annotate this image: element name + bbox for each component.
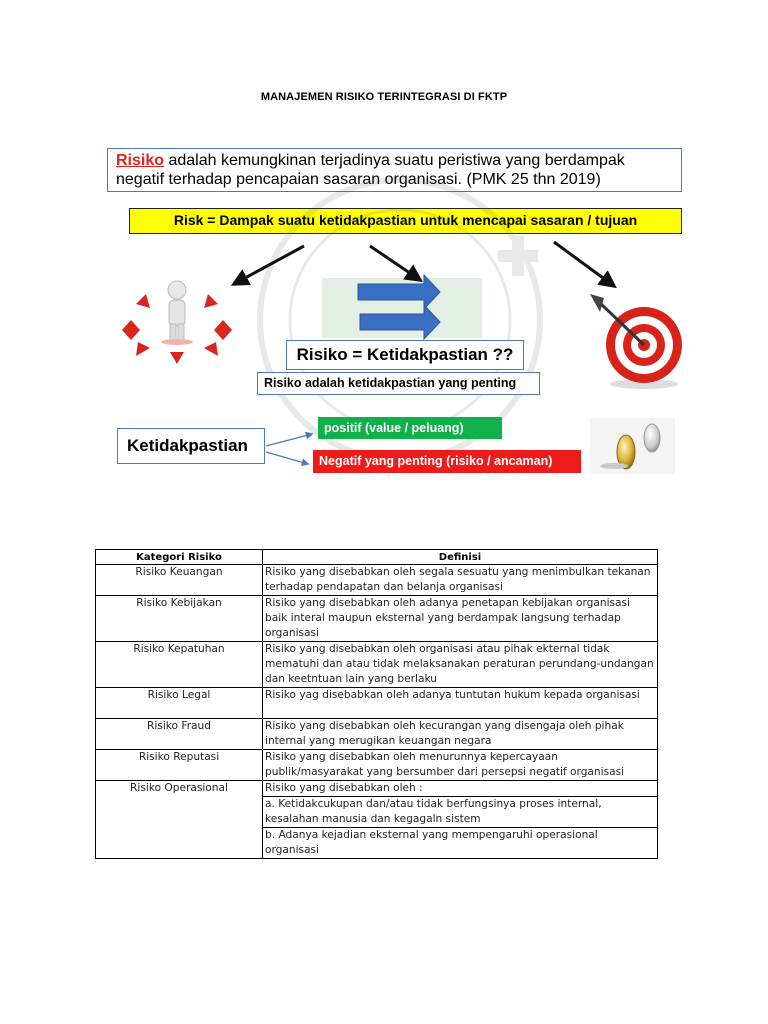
category-cell: Risiko Kebijakan xyxy=(96,596,263,642)
page-title: MANAJEMEN RISIKO TERINTEGRASI DI FKTP xyxy=(260,91,508,103)
table-header-row xyxy=(96,550,658,565)
table-row xyxy=(96,719,658,750)
negatif-label: Negatif yang penting (risiko / ancaman) xyxy=(313,450,581,473)
ketidakpastian-box: Ketidakpastian xyxy=(117,428,265,464)
table-row xyxy=(96,642,658,688)
category-cell: Risiko Reputasi xyxy=(96,750,263,781)
category-cell: Risiko Kepatuhan xyxy=(96,642,263,688)
header-kategori: Kategori Risiko xyxy=(96,550,263,565)
table-row xyxy=(96,750,658,781)
table-row xyxy=(96,688,658,719)
header-definisi: Definisi xyxy=(263,550,658,565)
definition-cell: Risiko yang disebabkan oleh menurunnya kepercayaan publik/masyarakat yang bersumber dari persepsi negatif organisasi xyxy=(263,750,658,781)
risiko-penting-box: Risiko adalah ketidakpastian yang penting xyxy=(257,372,540,395)
definition-cell: Risiko yang disebabkan oleh adanya penetapan kebijakan organisasi baik interal maupun eksternal yang berdampak langsung terhadap organisasi xyxy=(263,596,658,642)
definition-cell: Risiko yang disebabkan oleh organisasi atau pihak ekternal tidak mematuhi dan atau tidak melaksanakan peraturan perundang-undangan dan keetntuan lain yang berlaku xyxy=(263,642,658,688)
risk-category-table xyxy=(95,549,658,859)
category-cell: Risiko Operasional xyxy=(96,781,263,859)
target-dart-icon xyxy=(590,294,682,389)
arrow-right xyxy=(554,242,614,286)
category-cell: Risiko Legal xyxy=(96,688,263,719)
definition-cell: a. Ketidakcukupan dan/atau tidak berfungsinya proses internal, kesalahan manusia dan kegagaln sistem xyxy=(263,797,658,828)
positif-label: positif (value / peluang) xyxy=(318,417,502,439)
table-row xyxy=(96,596,658,642)
arrow-to-positif xyxy=(266,434,312,446)
definition-term: Risiko xyxy=(116,152,165,169)
arrow-middle xyxy=(370,246,420,280)
category-cell: Risiko Keuangan xyxy=(96,565,263,596)
definition-text: adalah kemungkinan terjadinya suatu peristiwa yang berdampak negatif terhadap pencapaian sasaran organisasi. (PMK 25 thn 2019) xyxy=(116,152,625,188)
arrow-to-negatif xyxy=(266,452,308,464)
table-row xyxy=(96,781,658,797)
definition-cell: Risiko yang disebabkan oleh : xyxy=(263,781,658,797)
definition-cell: Risiko yang disebabkan oleh kecurangan yang disengaja oleh pihak internal yang merugikan keuangan negara xyxy=(263,719,658,750)
table-row xyxy=(96,565,658,596)
confused-person-icon xyxy=(122,281,232,364)
definition-cell: Risiko yag disebabkan oleh adanya tuntutan hukum kepada organisasi xyxy=(263,688,658,719)
definition-cell: Risiko yang disebabkan oleh segala sesuatu yang menimbulkan tekanan terhadap pendapatan dan belanja organisasi xyxy=(263,565,658,596)
risk-formula-bar: Risk = Dampak suatu ketidakpastian untuk mencapai sasaran / tujuan xyxy=(129,208,682,234)
definition-cell: b. Adanya kejadian eksternal yang mempengaruhi operasional organisasi xyxy=(263,828,658,859)
category-cell: Risiko Fraud xyxy=(96,719,263,750)
coins-icon xyxy=(590,418,675,474)
risiko-equals-box: Risiko = Ketidakpastian ?? xyxy=(286,340,524,370)
